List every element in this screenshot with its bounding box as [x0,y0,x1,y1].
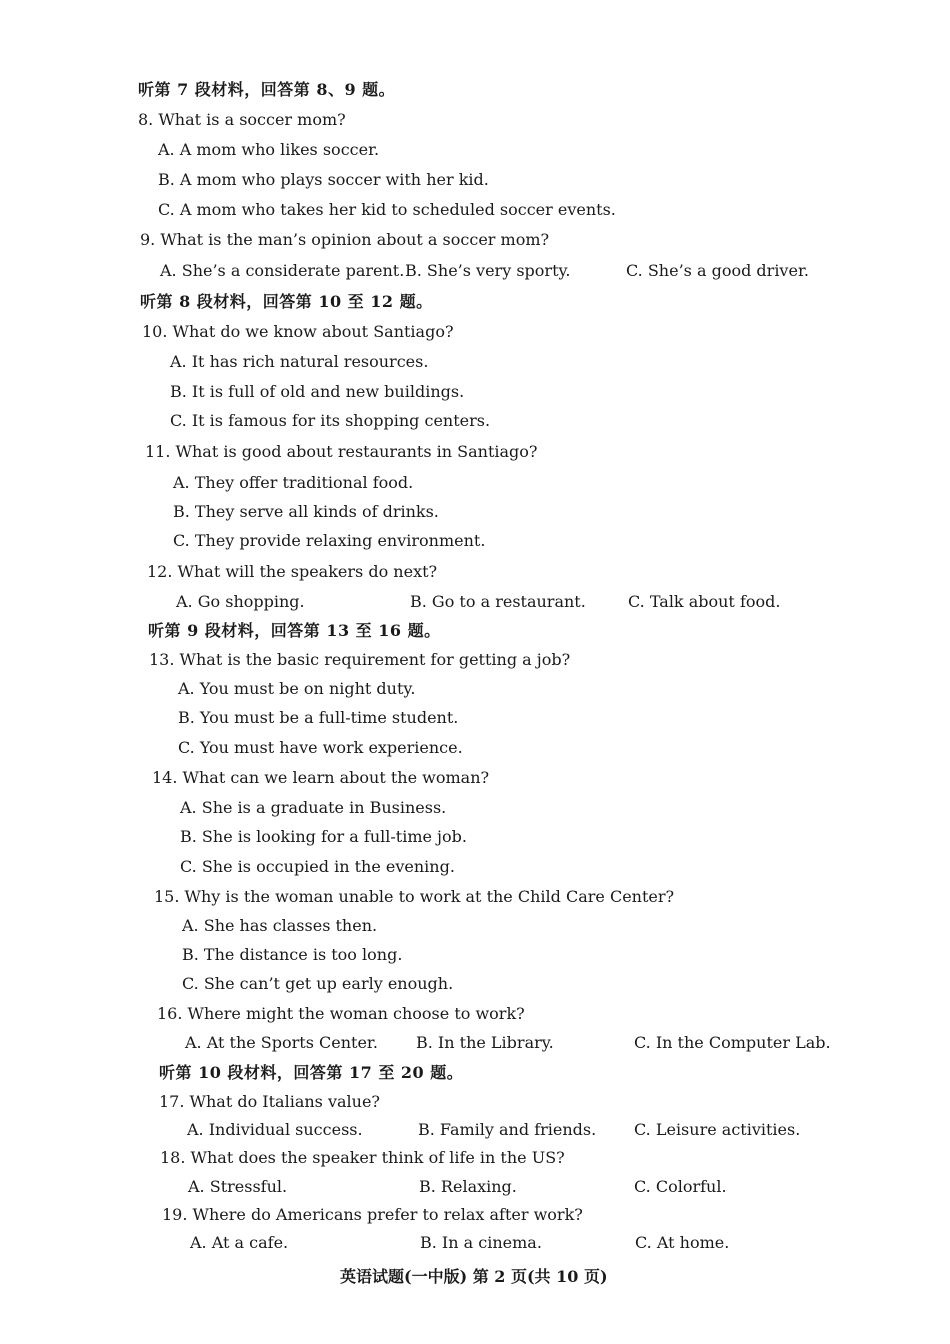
question-14-option-b: B. She is looking for a full-time job. [180,827,467,846]
question-15-option-c: C. She can’t get up early enough. [182,974,454,993]
question-9-option-c: C. She’s a good driver. [626,261,809,280]
section-heading-8: 听第 8 段材料，回答第 10 至 12 题。 [140,292,433,311]
question-19-option-b: B. In a cinema. [420,1233,542,1252]
question-16-option-b: B. In the Library. [416,1033,554,1052]
section-heading-9: 听第 9 段材料，回答第 13 至 16 题。 [148,621,441,640]
question-18: 18. What does the speaker think of life in the US? [160,1148,565,1167]
question-17-option-a: A. Individual success. [187,1120,363,1139]
question-14: 14. What can we learn about the woman? [152,768,490,787]
question-12-option-a: A. Go shopping. [176,592,305,611]
question-10-option-a: A. It has rich natural resources. [170,352,429,371]
question-18-option-b: B. Relaxing. [419,1177,517,1196]
question-8-option-c: C. A mom who takes her kid to scheduled soccer events. [158,200,616,219]
question-12-option-b: B. Go to a restaurant. [410,592,586,611]
question-19-option-c: C. At home. [635,1233,730,1252]
question-16-option-a: A. At the Sports Center. [185,1033,378,1052]
question-16-option-c: C. In the Computer Lab. [634,1033,831,1052]
question-8-option-a: A. A mom who likes soccer. [158,140,380,159]
question-9-option-a: A. She’s a considerate parent. [160,261,405,280]
question-11-option-c: C. They provide relaxing environment. [173,531,486,550]
question-15: 15. Why is the woman unable to work at the Child Care Center? [154,887,675,906]
question-12-option-c: C. Talk about food. [628,592,781,611]
question-18-option-a: A. Stressful. [188,1177,288,1196]
question-10: 10. What do we know about Santiago? [142,322,454,341]
question-16: 16. Where might the woman choose to work? [157,1004,525,1023]
question-18-option-c: C. Colorful. [634,1177,727,1196]
question-10-option-b: B. It is full of old and new buildings. [170,382,465,401]
question-13: 13. What is the basic requirement for getting a job? [149,650,571,669]
question-11-option-a: A. They offer traditional food. [173,473,414,492]
page-footer: 英语试题(一中版) 第 2 页(共 10 页) [340,1267,608,1286]
question-19: 19. Where do Americans prefer to relax after work? [162,1205,583,1224]
question-17-option-b: B. Family and friends. [418,1120,597,1139]
question-14-option-a: A. She is a graduate in Business. [180,798,447,817]
question-8: 8. What is a soccer mom? [138,110,346,129]
question-17-option-c: C. Leisure activities. [634,1120,801,1139]
section-heading-10: 听第 10 段材料，回答第 17 至 20 题。 [159,1063,464,1082]
question-9: 9. What is the man’s opinion about a soccer mom? [140,230,550,249]
question-12: 12. What will the speakers do next? [147,562,438,581]
question-14-option-c: C. She is occupied in the evening. [180,857,455,876]
question-8-option-b: B. A mom who plays soccer with her kid. [158,170,489,189]
question-13-option-c: C. You must have work experience. [178,738,463,757]
question-17: 17. What do Italians value? [159,1092,381,1111]
section-heading-7: 听第 7 段材料，回答第 8、9 题。 [138,80,396,99]
question-15-option-a: A. She has classes then. [182,916,378,935]
question-10-option-c: C. It is famous for its shopping centers. [170,411,491,430]
question-11: 11. What is good about restaurants in Santiago? [145,442,538,461]
question-11-option-b: B. They serve all kinds of drinks. [173,502,439,521]
question-13-option-a: A. You must be on night duty. [178,679,416,698]
question-19-option-a: A. At a cafe. [190,1233,289,1252]
question-15-option-b: B. The distance is too long. [182,945,403,964]
question-13-option-b: B. You must be a full-time student. [178,708,459,727]
question-9-option-b: B. She’s very sporty. [405,261,571,280]
